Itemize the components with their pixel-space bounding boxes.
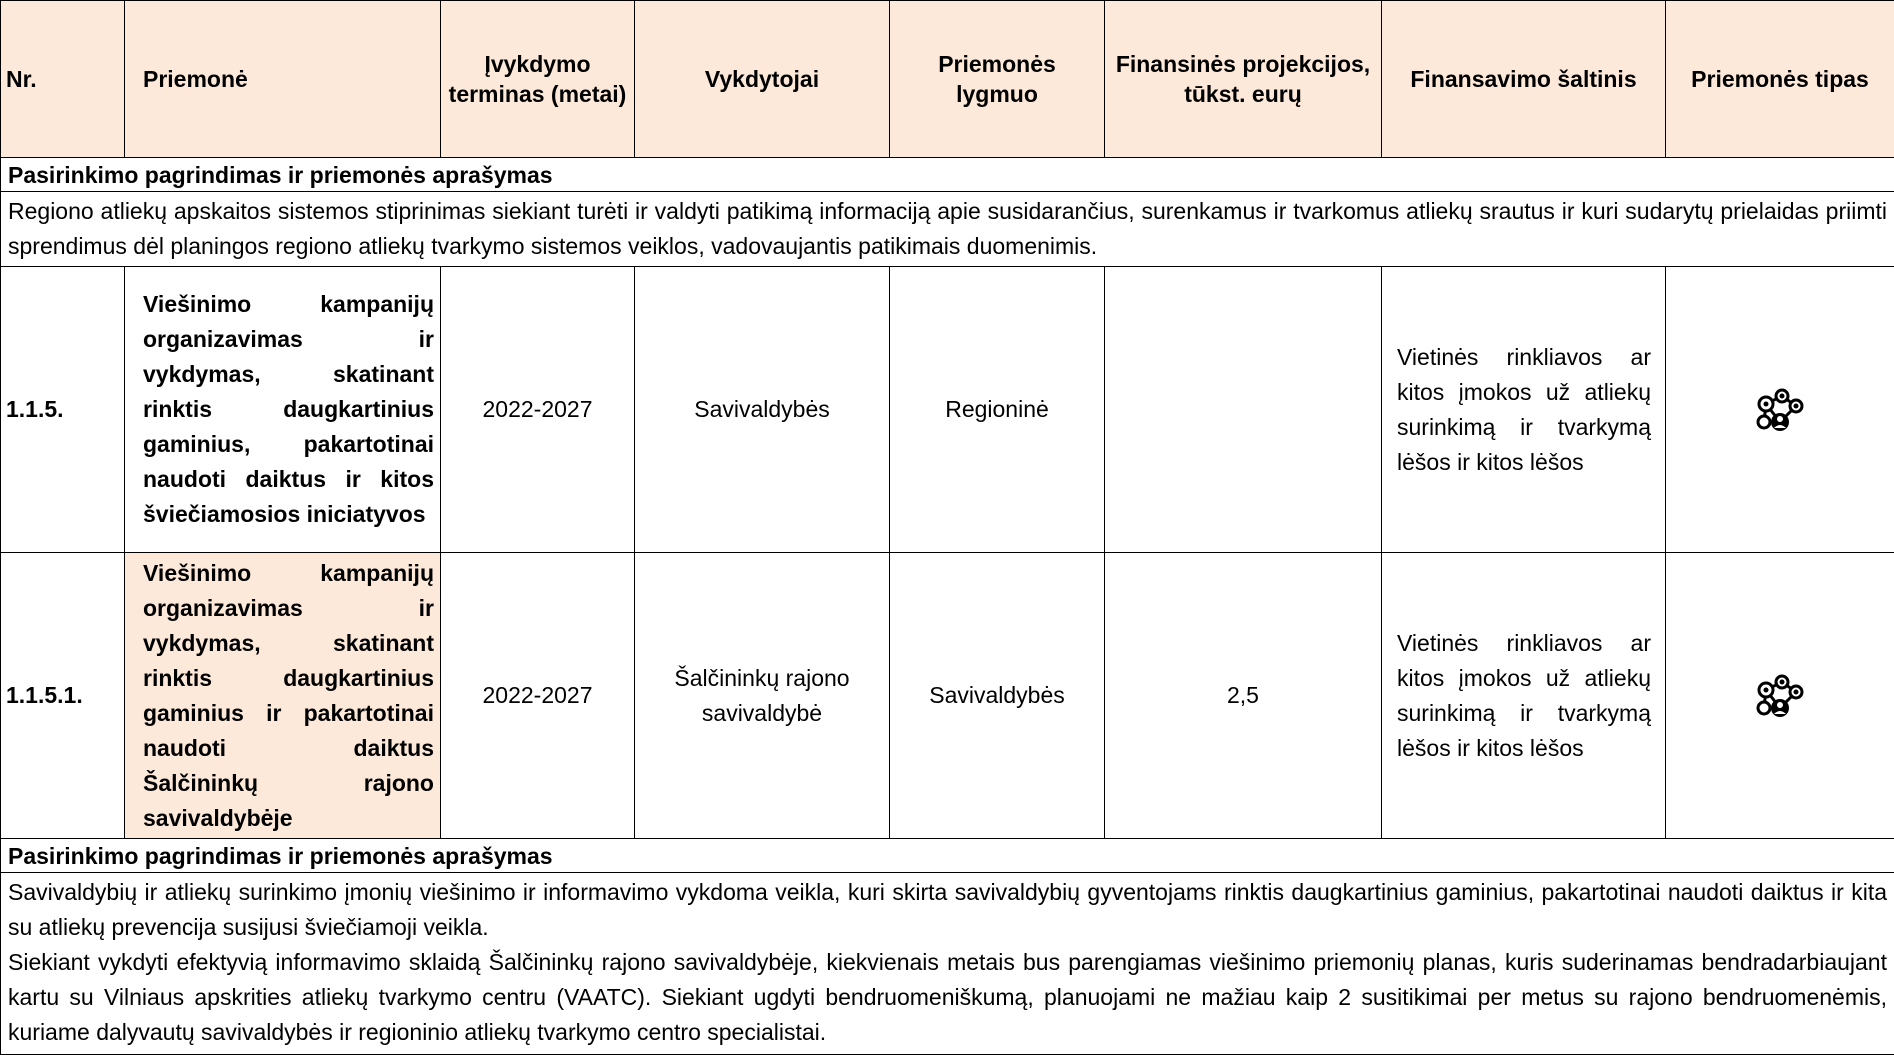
table-row xyxy=(1,553,1894,839)
table-row xyxy=(1,267,1894,553)
header-terminas: Įvykdymo terminas (metai) xyxy=(441,1,635,158)
row-nr: 1.1.5. xyxy=(1,267,125,553)
section1-title: Pasirinkimo pagrindimas ir priemonės aprašymas xyxy=(1,158,1894,192)
section2-body xyxy=(1,873,1894,1055)
header-saltinis: Finansavimo šaltinis xyxy=(1382,1,1666,158)
row-vykdytojai: Šalčininkų rajono savivaldybė xyxy=(635,553,890,839)
header-tipas: Priemonės tipas xyxy=(1666,1,1894,158)
section1-desc-row xyxy=(1,192,1894,267)
network-people-icon xyxy=(1752,668,1808,724)
row-priemone: Viešinimo kampanijų organizavimas ir vykdymas, skatinant rinktis daugkartinius gaminius, pakartotinai naudoti daiktus ir kitos šviečiamosios iniciatyvos xyxy=(125,267,441,553)
header-projekcijos: Finansinės projekcijos, tūkst. eurų xyxy=(1105,1,1382,158)
row-lygmuo: Regioninė xyxy=(890,267,1105,553)
row-priemone: Viešinimo kampanijų organizavimas ir vykdymas, skatinant rinktis daugkartinius gaminius ir pakartotinai naudoti daiktus Šalčininkų rajono savivaldybėje xyxy=(125,553,441,839)
section2-desc-row xyxy=(1,873,1894,1055)
row-tipas xyxy=(1666,553,1894,839)
section2-paragraph-2: Siekiant vykdyti efektyvią informavimo sklaidą Šalčininkų rajono savivaldybėje, kiekvienais metais bus parengiamas viešinimo priemonių planas, kuris suderinamas bendradarbiaujant kartu su Vilniaus apskrities atliekų tvarkymo centru (VAATC). Siekiant ugdyti bendruomeniškumą, planuojami ne mažiau kaip 2 susitikimai per metus su rajono bendruomenėmis, kuriame dalyvautų savivaldybės ir regioninio atliekų tvarkymo centro specialistai. xyxy=(8,945,1887,1050)
section2-paragraph-1: Savivaldybių ir atliekų surinkimo įmonių viešinimo ir informavimo vykdoma veikla, kuri skirta savivaldybių gyventojams rinktis daugkartinius gaminius, pakartotinai naudoti daiktus ir kita su atliekų prevencija susijusi šviečiamoji veikla. xyxy=(8,875,1887,945)
row-saltinis: Vietinės rinkliavos ar kitos įmokos už atliekų surinkimą ir tvarkymą lėšos ir kitos lėšos xyxy=(1382,553,1666,839)
row-terminas: 2022-2027 xyxy=(441,267,635,553)
section2-title: Pasirinkimo pagrindimas ir priemonės aprašymas xyxy=(1,839,1894,873)
row-tipas xyxy=(1666,267,1894,553)
section1-text: Regiono atliekų apskaitos sistemos stiprinimas siekiant turėti ir valdyti patikimą informaciją apie susidarančius, surenkamus ir tvarkomus atliekų srautus ir kuri sudarytų prielaidas priimti sprendimus dėl planingos regiono atliekų tvarkymo sistemos veiklos, vadovaujantis patikimais duomenimis. xyxy=(1,192,1894,267)
row-projekcijos: 2,5 xyxy=(1105,553,1382,839)
header-lygmuo: Priemonės lygmuo xyxy=(890,1,1105,158)
row-nr: 1.1.5.1. xyxy=(1,553,125,839)
header-nr: Nr. xyxy=(1,1,125,158)
section2-title-row xyxy=(1,839,1894,873)
section1-title-row xyxy=(1,158,1894,192)
network-people-icon xyxy=(1752,382,1808,438)
header-vykdytojai: Vykdytojai xyxy=(635,1,890,158)
header-row xyxy=(1,1,1894,158)
row-lygmuo: Savivaldybės xyxy=(890,553,1105,839)
row-saltinis: Vietinės rinkliavos ar kitos įmokos už atliekų surinkimą ir tvarkymą lėšos ir kitos lėšos xyxy=(1382,267,1666,553)
row-vykdytojai: Savivaldybės xyxy=(635,267,890,553)
row-terminas: 2022-2027 xyxy=(441,553,635,839)
row-projekcijos xyxy=(1105,267,1382,553)
header-priemone: Priemonė xyxy=(125,1,441,158)
